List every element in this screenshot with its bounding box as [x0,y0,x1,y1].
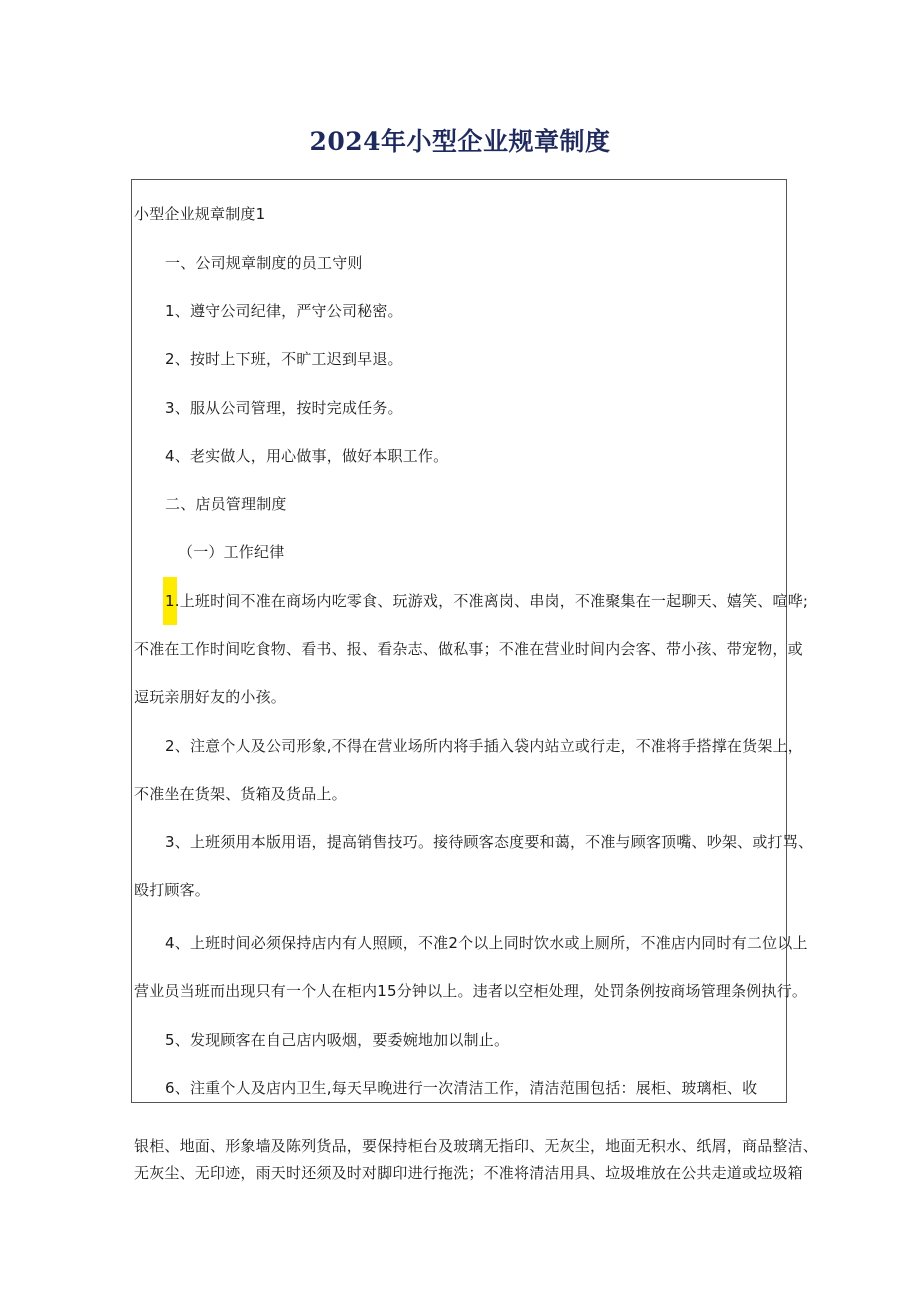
discipline-item-1-number: 1. [165,592,180,610]
highlighted-number [165,590,180,612]
discipline-item-5: 5、发现顾客在自己店内吸烟，要委婉地加以制止。 [165,1031,510,1049]
discipline-item-1-text: 上班时间不准在商场内吃零食、玩游戏，不准离岗、串岗，不准聚集在一起聊天、嬉笑、喧哗; [179,592,809,610]
discipline-item-2-cont: 不准坐在货架、货箱及货品上。 [134,785,347,803]
rule-item-4: 4、老实做人，用心做事，做好本职工作。 [165,447,449,465]
document-title: 2024年小型企业规章制度 [309,127,611,156]
discipline-item-4-cont: 营业员当班而出现只有一个人在柜内15分钟以上。违者以空柜处理，处罚条例按商场管理条例执行。 [134,982,808,1000]
rule-item-2: 2、按时上下班，不旷工迟到早退。 [165,350,403,368]
discipline-item-6: 6、注重个人及店内卫生,每天早晚进行一次清洁工作，清洁范围包括：展柜、玻璃柜、收 [165,1079,758,1097]
discipline-item-1 [165,590,808,612]
discipline-item-2: 2、注意个人及公司形象,不得在营业场所内将手插入袋内站立或行走，不准将手搭撑在货架上， [165,737,803,755]
discipline-item-3-cont: 殴打顾客。 [134,881,211,899]
rule-item-1: 1、遵守公司纪律，严守公司秘密。 [165,302,403,320]
discipline-item-3: 3、上班须用本版用语，提高销售技巧。接待顾客态度要和蔼，不准与顾客顶嘴、吵架、或打骂、 [165,833,814,851]
heading-staff-rules: 一、公司规章制度的员工守则 [165,254,363,272]
discipline-item-1-cont-1: 不准在工作时间吃食物、看书、报、看杂志、做私事；不准在营业时间内会客、带小孩、带宠物，或 [134,640,803,658]
discipline-item-6-cont-1: 银柜、地面、形象墙及陈列货品，要保持柜台及玻璃无指印、无灰尘，地面无积水、纸屑，商品整洁、 [134,1137,819,1155]
heading-clerk-management: 二、店员管理制度 [165,495,287,513]
discipline-item-1-cont-2: 逗玩亲朋好友的小孩。 [134,688,287,706]
section-heading-1: 小型企业规章制度1 [134,205,266,223]
subheading-work-discipline: （一）工作纪律 [178,543,285,561]
rule-item-3: 3、服从公司管理，按时完成任务。 [165,399,403,417]
discipline-item-6-cont-2: 无灰尘、无印迹，雨天时还须及时对脚印进行拖洗；不准将清洁用具、垃圾堆放在公共走道或垃圾箱 [134,1164,803,1182]
discipline-item-4: 4、上班时间必须保持店内有人照顾，不准2个以上同时饮水或上厕所，不准店内同时有二位以上 [165,934,808,952]
